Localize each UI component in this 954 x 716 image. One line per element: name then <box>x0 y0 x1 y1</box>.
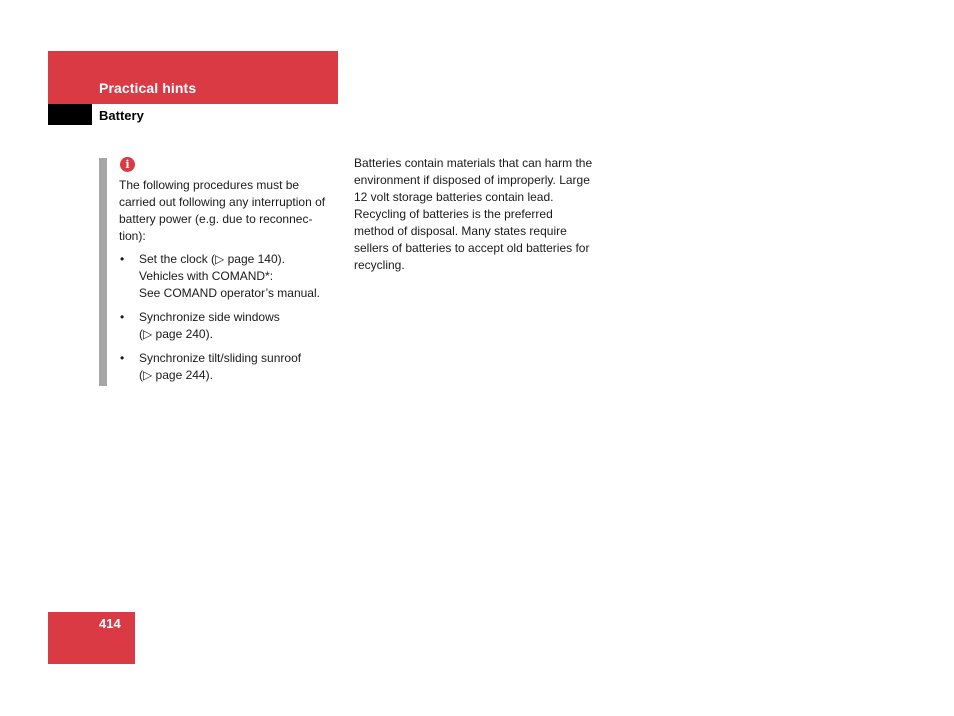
list-item <box>119 309 337 343</box>
list-item-line: (▷ page 240). <box>139 327 213 341</box>
list-item-line: • Synchronize tilt/sliding sunroof <box>139 351 302 365</box>
list-item-line: (▷ page 244). <box>139 368 213 382</box>
page-number: 414 <box>99 616 121 631</box>
subsection-marker <box>48 104 92 125</box>
section-title: Practical hints <box>99 80 197 96</box>
header-band <box>48 51 338 104</box>
list-item-line: • Synchronize side windows <box>139 310 280 324</box>
list-item-line: • Set the clock (▷ page 140). <box>139 252 285 266</box>
info-icon: i <box>120 157 135 172</box>
list-item-line: Vehicles with COMAND*: <box>139 269 274 283</box>
recycling-paragraph: Batteries contain materials that can harm the environment if disposed of improperly. Large 12 volt storage batteries contain lead. Recycling of batteries is the preferred method of disposal. Many states require sellers of batteries to accept old batteries for recycling. <box>354 156 593 272</box>
note-intro: The following procedures must be carried out following any interruption of battery power (e.g. due to reconnec-tion): <box>119 178 326 243</box>
note-list <box>119 251 337 391</box>
subsection-title: Battery <box>99 108 144 123</box>
list-item <box>119 251 337 302</box>
list-item <box>119 350 337 384</box>
note-bar <box>99 158 107 386</box>
page-number-box <box>48 612 135 664</box>
list-item-line: See COMAND operator’s manual. <box>139 286 320 300</box>
